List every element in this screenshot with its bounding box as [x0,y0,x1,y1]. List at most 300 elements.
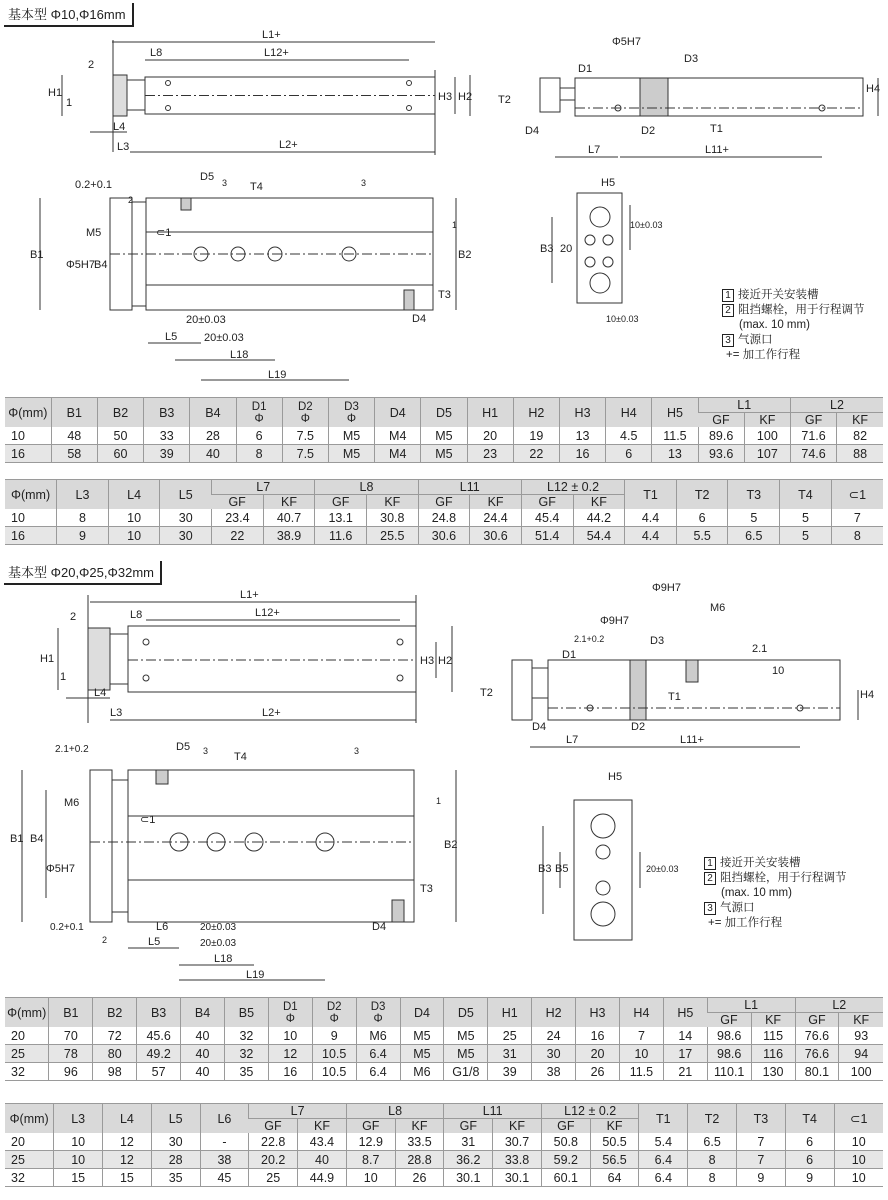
table-row [5,427,883,445]
table-cell: 26 [395,1169,444,1187]
table-cell: 8 [831,527,883,545]
table-cell: 30.8 [366,509,418,527]
table-cell: 22.8 [249,1133,298,1151]
note-num: 1 [704,857,716,870]
table-cell: 10 [834,1169,883,1187]
dim-B2: B2 [444,839,458,851]
col-header: B5 [224,998,268,1028]
table-cell: 20.2 [249,1151,298,1169]
section-title: 基本型 Φ10,Φ16mm [4,3,134,27]
table-cell: 6 [785,1133,834,1151]
col-header: T1 [639,1104,688,1134]
notes-legend [722,288,865,363]
col-header: L3 [54,1104,103,1134]
dim-1: 1 [66,97,73,109]
group-header: L7 [249,1104,347,1119]
table-cell: 107 [744,445,790,463]
table-cell: 58 [51,445,97,463]
col-header: B1 [51,398,97,428]
row-bore-cell: 32 [11,1170,25,1185]
dim-H2: H2 [438,655,453,667]
dim-L3: L3 [110,707,123,719]
table-row [5,445,883,463]
dim-L7: L7 [566,734,579,746]
group-header: L2 [790,398,883,413]
sub-header: GF [444,1119,493,1134]
dim-L18: L18 [214,953,233,965]
dim-H4: H4 [866,83,881,95]
table-cell: 12 [103,1151,152,1169]
table-cell: 30.7 [493,1133,542,1151]
table-cell: 76.6 [795,1027,839,1045]
table-body [5,1027,883,1081]
col-header: H1 [488,998,532,1028]
note-num: 2 [704,872,716,885]
table-cell: 38 [200,1151,249,1169]
table-cell: M5 [421,427,467,445]
table-cell: 45 [200,1169,249,1187]
table-cell: 80 [93,1045,137,1063]
dim-10b: 10±0.03 [606,314,639,324]
note-text: (max. 10 mm) [721,887,792,899]
dim-M6: M6 [710,602,726,614]
dim-L4: L4 [113,121,126,133]
table-cell: 5.5 [676,527,728,545]
table-cell: 38 [532,1063,576,1081]
row-bore-cell: 16 [5,527,57,545]
col-header: L5 [160,480,212,510]
table-cell: 30 [160,509,212,527]
table-cell: 13.1 [315,509,367,527]
table-cell: 82 [837,427,883,445]
row-bore-cell: 10 [11,510,25,525]
table-cell: 8 [688,1169,737,1187]
table-cell: 11.6 [315,527,367,545]
col-header: B3 [144,398,190,428]
note-row [704,901,847,916]
table-cell: G1/8 [444,1063,488,1081]
dim-c1: ⊂1 [156,227,172,239]
table-cell: 30.6 [470,527,522,545]
table-cell: 72 [93,1027,137,1045]
dim-gap2: 0.2+0.1 [50,922,84,933]
col-header: H5 [663,998,707,1028]
table-cell: 93 [839,1027,883,1045]
dim-H3: H3 [420,655,435,667]
group-header: L8 [315,480,418,495]
dim-H2: H2 [458,91,473,103]
table-cell: 25 [249,1169,298,1187]
table-cell: 6 [606,445,652,463]
table-cell: 44.9 [298,1169,347,1187]
table-cell: 93.6 [698,445,744,463]
table-cell: 28 [190,427,236,445]
table-cell: 57 [137,1063,181,1081]
dim-D2: D2 [631,721,646,733]
col-header: ⊂1 [831,480,883,510]
table-cell: 89.6 [698,427,744,445]
dim-L7: L7 [588,144,601,156]
table-cell: 40 [190,445,236,463]
dim-L2: L2+ [279,139,298,151]
table-cell: 6.4 [639,1151,688,1169]
table-cell: 13 [652,445,698,463]
col-header: L4 [108,480,160,510]
sub-header: GF [418,495,470,510]
note-row [704,856,847,871]
col-header: T1 [625,480,677,510]
table-cell: 60.1 [541,1169,590,1187]
col-header: D2 Φ [312,998,356,1028]
table-cell: 39 [488,1063,532,1081]
table-cell: 43.4 [298,1133,347,1151]
table-cell: 20 [576,1045,620,1063]
table-cell: M5 [400,1027,444,1045]
note-row [704,886,847,901]
col-header: H4 [619,998,663,1028]
table-cell: 10 [268,1027,312,1045]
notes-legend [704,856,847,931]
note-text: 气源口 [738,334,773,346]
table-row [5,509,883,527]
table-cell: 130 [751,1063,795,1081]
table-cell: 32 [224,1045,268,1063]
note-text: += 加工作行程 [726,349,801,361]
table-cell: 50.8 [541,1133,590,1151]
table-cell: 10 [108,527,160,545]
sub-header: KF [263,495,315,510]
table-cell: 10.5 [312,1045,356,1063]
col-header: H5 [652,398,698,428]
table-cell: 56.5 [590,1151,639,1169]
note-text: (max. 10 mm) [739,319,810,331]
col-header: Φ(mm) [5,998,49,1028]
table-cell: M5 [421,445,467,463]
dim-T1: T1 [710,123,723,135]
table-cell: 45.4 [521,509,573,527]
note-row [704,916,847,931]
sub-header: KF [744,413,790,428]
col-header: T4 [780,480,832,510]
col-header: D1 Φ [236,398,282,428]
group-header: L1 [698,398,790,413]
col-header: Φ(mm) [5,480,57,510]
table-cell: 16 [559,445,605,463]
spec-table-2 [5,479,883,545]
note-num: 3 [722,334,734,347]
dim-L19: L19 [246,969,265,981]
dim-20b: 20±0.03 [200,938,237,949]
col-header: L3 [57,480,109,510]
group-header: L8 [346,1104,444,1119]
dim-T4: T4 [250,181,263,193]
note-row [722,333,865,348]
dim-2: 2 [70,611,77,623]
table-cell: 4.4 [625,509,677,527]
note-text: 接近开关安装槽 [720,857,801,869]
sub-header: KF [470,495,522,510]
table-cell: 8 [688,1151,737,1169]
col-header: L4 [103,1104,152,1134]
note-text: 阻挡螺栓，用于行程调节 [738,304,865,316]
table-body [5,427,883,463]
table-cell: 74.6 [790,445,836,463]
sub-header: GF [541,1119,590,1134]
table-cell: 80.1 [795,1063,839,1081]
note-text: 阻挡螺栓，用于行程调节 [720,872,847,884]
col-header: T3 [728,480,780,510]
table-row [5,1133,883,1151]
table-cell: 31 [444,1133,493,1151]
section-title: 基本型 Φ20,Φ25,Φ32mm [4,561,162,585]
table-cell: 9 [57,527,109,545]
table-cell: 30.6 [418,527,470,545]
sub-header: GF [790,413,836,428]
table-cell: 5.4 [639,1133,688,1151]
row-bore-cell: 32 [11,1064,25,1079]
col-header: D1 Φ [268,998,312,1028]
table-cell: 96 [49,1063,93,1081]
group-header: L11 [444,1104,542,1119]
dim-D3: D3 [650,635,665,647]
table-cell: 8 [236,445,282,463]
dim-L6: L6 [156,921,169,933]
callout-2: 2 [128,195,134,205]
callout-3b: 3 [361,178,367,188]
dim-T2: T2 [480,687,493,699]
dim-B1: B1 [30,249,44,261]
dim-D5: D5 [176,741,191,753]
col-header: H1 [467,398,513,428]
col-header: B1 [49,998,93,1028]
table-cell: 10 [346,1169,395,1187]
table-cell: 28.8 [395,1151,444,1169]
dim-B3: B3 [540,243,554,255]
table-cell: 6 [785,1151,834,1169]
dim-1: 1 [60,671,67,683]
note-text: 气源口 [720,902,755,914]
table-cell: 7.5 [282,445,328,463]
sub-header: KF [493,1119,542,1134]
table-cell: 115 [751,1027,795,1045]
dim-gap: 2.1+0.2 [55,744,89,755]
dim-20a: 20±0.03 [186,314,226,326]
table-cell: 6.4 [356,1045,400,1063]
group-header: L1 [707,998,795,1013]
table-cell: 23.4 [212,509,264,527]
sub-header: KF [751,1013,795,1028]
col-header: B3 [137,998,181,1028]
table-cell: 10 [834,1133,883,1151]
dim-21b: 2.1 [752,643,768,655]
table-cell: 19 [513,427,559,445]
dim-B2: B2 [458,249,472,261]
dim-D2: D2 [641,125,656,137]
row-bore-cell: 20 [11,1028,25,1043]
table-cell: 7 [619,1027,663,1045]
table-cell: - [200,1133,249,1151]
table-cell: 4.5 [606,427,652,445]
col-header: B2 [93,998,137,1028]
table-body [5,1133,883,1187]
table-cell: 31 [488,1045,532,1063]
dim-10: 10±0.03 [630,220,663,230]
note-num: 2 [722,304,734,317]
table-cell: 10 [619,1045,663,1063]
table-cell: 7 [736,1133,785,1151]
dim-phi9H7-a: Φ9H7 [652,582,681,594]
dim-gap: 0.2+0.1 [75,179,113,191]
row-bore-cell: 20 [11,1134,25,1149]
table-cell: 14 [663,1027,707,1045]
dim-D1: D1 [578,63,593,75]
col-header: D5 [444,998,488,1028]
callout-3b: 3 [354,746,360,756]
dim-phi5H7-front: Φ5H7 [66,259,95,271]
col-header: H3 [559,398,605,428]
table-cell: 40 [181,1045,225,1063]
table-cell: 11.5 [652,427,698,445]
dim-B5: B5 [555,863,569,875]
table-cell: 13 [559,427,605,445]
dim-L8: L8 [130,609,143,621]
table-cell: 45.6 [137,1027,181,1045]
table-cell: 24.8 [418,509,470,527]
table-cell: 7 [831,509,883,527]
dim-c1: ⊂1 [140,814,156,826]
dim-T2: T2 [498,94,511,106]
table-cell: 70 [49,1027,93,1045]
sub-header: GF [346,1119,395,1134]
dim-T3: T3 [420,883,433,895]
table-cell: 6.4 [639,1169,688,1187]
col-header: L6 [200,1104,249,1134]
table-cell: 64 [590,1169,639,1187]
note-row [722,288,865,303]
dim-D4: D4 [532,721,547,733]
table-cell: 7.5 [282,427,328,445]
note-num: 1 [722,289,734,302]
dim-M5: M5 [86,227,102,239]
col-header: ⊂1 [834,1104,883,1134]
group-header: L7 [212,480,315,495]
table-body [5,509,883,545]
dim-T3: T3 [438,289,451,301]
table-cell: 25.5 [366,527,418,545]
dim-M6-front: M6 [64,797,80,809]
table-cell: 36.2 [444,1151,493,1169]
table-cell: 98.6 [707,1045,751,1063]
table-cell: 12 [268,1045,312,1063]
table-cell: 16 [268,1063,312,1081]
dim-L8: L8 [150,47,163,59]
table-cell: M5 [328,445,374,463]
table-cell: 78 [49,1045,93,1063]
dim-20: 20 [560,243,573,255]
table-cell: 40 [298,1151,347,1169]
table-cell: 35 [224,1063,268,1081]
col-header: T4 [785,1104,834,1134]
dim-L2: L2+ [262,707,281,719]
table-cell: 50 [97,427,143,445]
table-cell: 30 [160,527,212,545]
table-cell: M4 [375,427,421,445]
table-cell: 6.5 [728,527,780,545]
col-header: H2 [513,398,559,428]
table-cell: 10 [54,1151,103,1169]
row-bore-cell: 16 [5,445,51,463]
sub-header: GF [707,1013,751,1028]
sub-header: KF [395,1119,444,1134]
table-cell: M4 [375,445,421,463]
table-cell: M6 [356,1027,400,1045]
table-cell: 23 [467,445,513,463]
row-bore-cell: 25 [5,1045,49,1063]
table-cell: 40 [181,1027,225,1045]
table-cell: 22 [212,527,264,545]
dim-D4: D4 [525,125,540,137]
table-cell: M5 [444,1045,488,1063]
sub-header: KF [366,495,418,510]
table-cell: 98.6 [707,1027,751,1045]
table-cell: 5 [780,527,832,545]
dim-D4-front: D4 [372,921,387,933]
row-bore-cell: 10 [11,428,25,443]
callout-1: 1 [436,796,442,806]
dim-H4: H4 [860,689,875,701]
note-text: 接近开关安装槽 [738,289,819,301]
callout-1: 1 [452,220,458,230]
table-cell: 94 [839,1045,883,1063]
table-cell: 6 [676,509,728,527]
table-cell: 9 [736,1169,785,1187]
dim-L1: L1+ [240,589,259,601]
table-cell: 30.1 [493,1169,542,1187]
dim-L11: L11+ [680,734,704,746]
table-cell: 24.4 [470,509,522,527]
table-cell: 12.9 [346,1133,395,1151]
dim-H5: H5 [601,177,616,189]
table-cell: 59.2 [541,1151,590,1169]
table-row [5,1045,883,1063]
table-cell: 9 [312,1027,356,1045]
dim-T1: T1 [668,691,681,703]
dim-L12: L12+ [255,607,280,619]
callout-3a: 3 [222,178,228,188]
table-cell: 51.4 [521,527,573,545]
table-cell: 40 [181,1063,225,1081]
table-cell: 33.8 [493,1151,542,1169]
table-cell: 10 [108,509,160,527]
table-cell: 88 [837,445,883,463]
col-header: B4 [181,998,225,1028]
table-cell: 17 [663,1045,707,1063]
note-row [722,348,865,363]
table-cell: M6 [400,1063,444,1081]
table-cell: 25 [488,1027,532,1045]
dim-L12: L12+ [264,47,289,59]
dim-20: 20±0.03 [646,864,679,874]
table-cell: 32 [224,1027,268,1045]
dim-10: 10 [772,665,785,677]
dim-B1: B1 [10,833,24,845]
table-cell: 54.4 [573,527,625,545]
table-cell: 5 [780,509,832,527]
table-cell: 24 [532,1027,576,1045]
dim-B3: B3 [538,863,552,875]
group-header: L12 ± 0.2 [541,1104,639,1119]
table-cell: 20 [467,427,513,445]
